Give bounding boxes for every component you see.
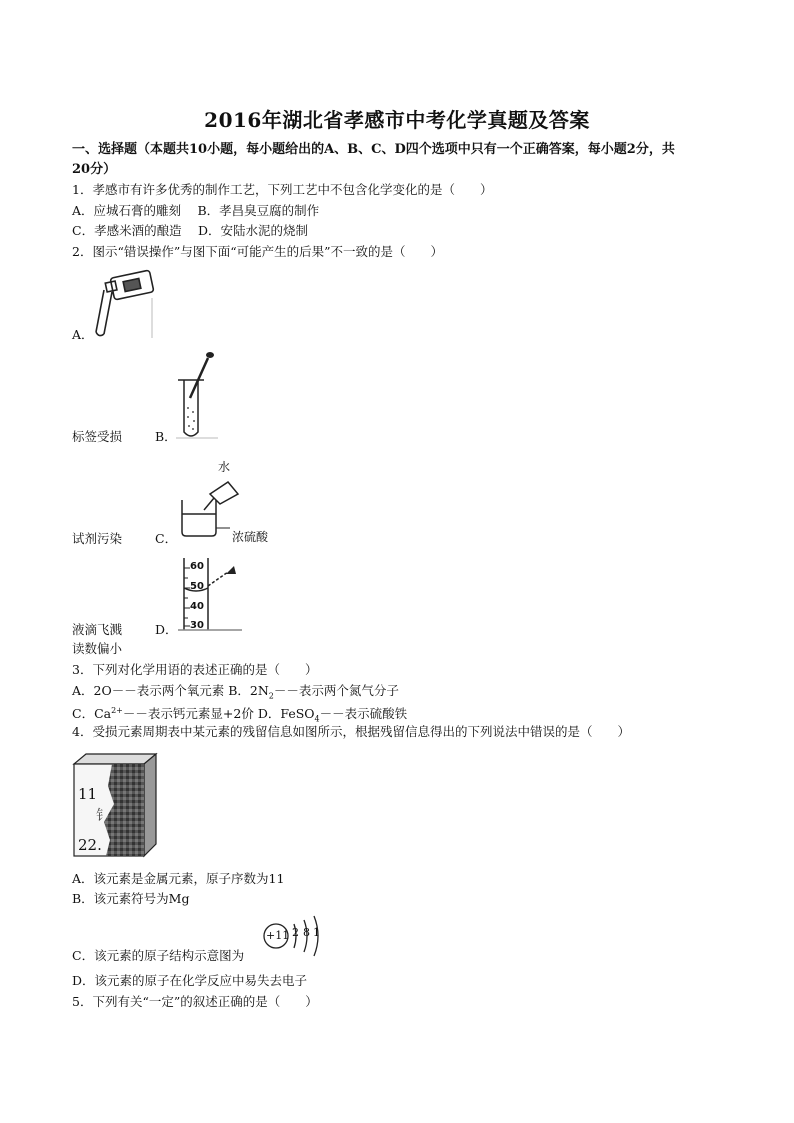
figure-graduated-cylinder <box>176 556 246 634</box>
q1-stem: 1．孝感市有许多优秀的制作工艺，下列工艺中不包含化学变化的是（ ） <box>72 182 493 197</box>
section-heading-cont: 20分） <box>72 162 117 177</box>
section-heading: 一、选择题（本题共10小题，每小题给出的A、B、C、D四个选项中只有一个正确答案，每小题2分，共 <box>72 142 675 157</box>
q3-stem: 3．下列对化学用语的表述正确的是（ ） <box>72 662 318 677</box>
q2-label-c: C． <box>155 531 178 546</box>
q3-option-b: B．$2N_2--$表示两个氮气分子 <box>228 683 399 701</box>
q4-stem: 4．受损元素周期表中某元素的残留信息如图所示，根据残留信息得出的下列说法中错误的是（ ） <box>72 724 630 739</box>
q1-options-cd: C．孝感米酒的酿造 D．安陆水泥的烧制 <box>72 223 309 238</box>
q4-shell-1: 2 <box>292 926 299 939</box>
q2-result-b: 试剂污染 <box>72 531 123 546</box>
q2-scale-30: 30 <box>190 620 204 631</box>
q2-label-d: D． <box>155 622 178 637</box>
q2-result-a: 标签受损 <box>72 429 123 444</box>
q2-result-d: 读数偏小 <box>72 641 123 656</box>
q4-option-a: A．该元素是金属元素，原子序数为11 <box>72 871 285 886</box>
q4-option-b: B．该元素符号为Mg <box>72 891 190 906</box>
q4-shell-3: 1 <box>313 926 320 939</box>
page-title: 2016年湖北省孝感市中考化学真题及答案 <box>204 108 590 132</box>
q2-stem: 2．图示“错误操作”与图下面“可能产生的后果”不一致的是（ ） <box>72 244 444 259</box>
q2-water-label: 水 <box>218 460 231 474</box>
q3-option-d: D．FeSO$_4$－－表示硫酸铁 <box>257 706 408 724</box>
q2-scale-60: 60 <box>190 561 204 572</box>
q3-option-a: A．2O－－表示两个氧元素 <box>72 683 225 698</box>
q2-result-c: 液滴飞溅 <box>72 622 123 637</box>
figure-dropper-tube <box>174 350 220 442</box>
q2-label-b: B． <box>155 429 177 444</box>
q3-option-c: C．$Ca^{2+}--$表示钙元素显+2价 <box>72 706 254 722</box>
q2-label-a: A． <box>72 327 94 342</box>
figure-pouring-bottle <box>92 268 162 340</box>
q4-nucleus-label: +11 <box>266 929 290 942</box>
q4-tile-number: 11 <box>78 785 98 803</box>
q4-tile-char: 钅 <box>96 808 110 824</box>
q5-stem: 5．下列有关“一定”的叙述正确的是（ ） <box>72 994 318 1009</box>
q1-options-ab: A．应城石膏的雕刻 B．孝昌臭豆腐的制作 <box>72 203 320 218</box>
q2-scale-50: 50 <box>190 581 204 592</box>
q4-shell-2: 8 <box>303 926 310 939</box>
q4-tile-mass: 22. <box>78 836 102 854</box>
q2-scale-40: 40 <box>190 601 204 612</box>
q2-acid-label: 浓硫酸 <box>232 530 269 544</box>
q4-option-d: D．该元素的原子在化学反应中易失去电子 <box>72 973 308 988</box>
q4-option-c: C．该元素的原子结构示意图为 <box>72 948 245 963</box>
